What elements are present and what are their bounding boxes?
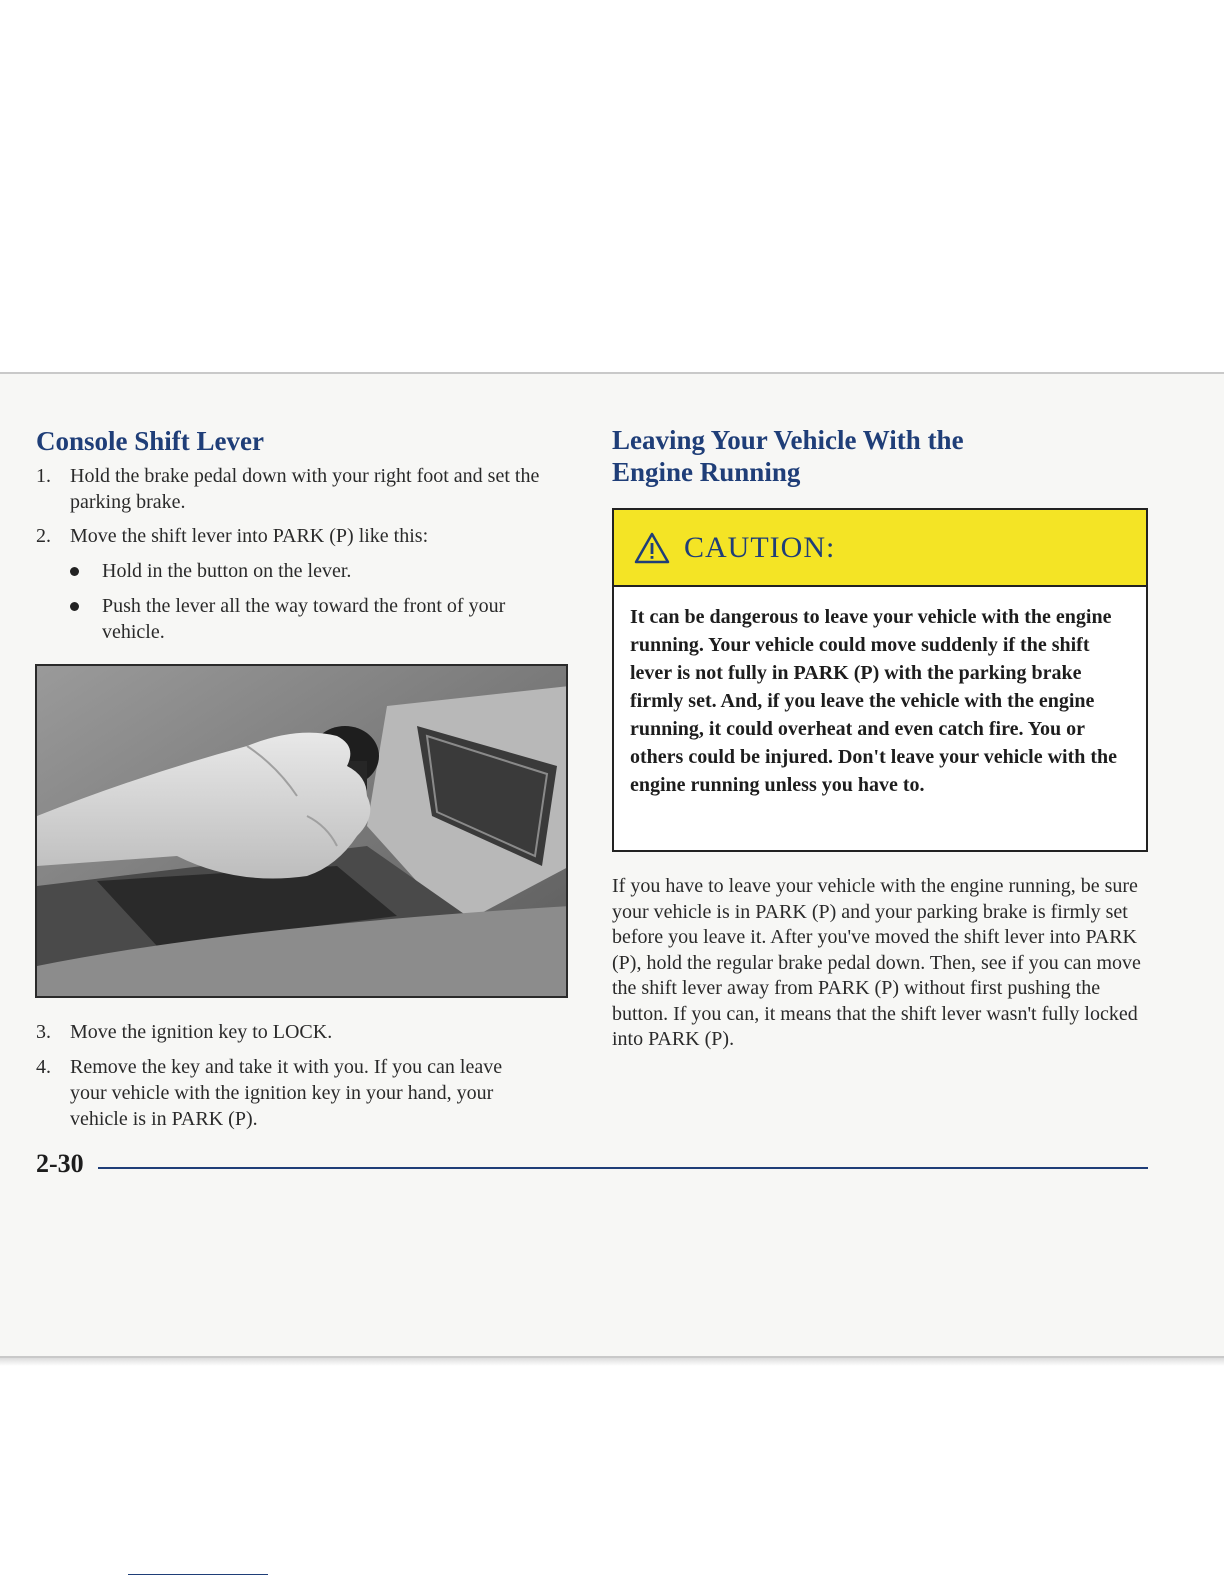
step-number: 2.	[36, 525, 51, 547]
footer-rule	[98, 1167, 1148, 1169]
step-4	[36, 1054, 536, 1132]
step-text: Move the ignition key to LOCK.	[70, 1021, 333, 1043]
caution-label: CAUTION:	[684, 530, 836, 564]
section-title-console-shift-lever: Console Shift Lever	[36, 426, 264, 456]
caution-text: It can be dangerous to leave your vehicle with the engine running. Your vehicle could move suddenly if the shift lever is not fully in PARK (P) with the parking brake firmly set. And, if you leave the vehicle with the engine running, it could overheat and even catch fire. You or others could be injured. Don't leave your vehicle with the engine running unless you have to.	[630, 606, 1118, 796]
warning-triangle-icon	[634, 532, 670, 564]
bullet-2	[70, 593, 560, 645]
page-edge-shadow	[0, 1358, 1224, 1366]
step-number: 4.	[36, 1056, 51, 1078]
caution-header	[614, 510, 1146, 587]
step-number: 3.	[36, 1021, 51, 1043]
step-text: Move the shift lever into PARK (P) like this:	[70, 525, 429, 547]
step-2	[36, 523, 566, 549]
page-number: 2-30	[36, 1149, 84, 1178]
step-number: 1.	[36, 465, 51, 487]
section-title-leaving-vehicle: Leaving Your Vehicle With the Engine Running	[612, 425, 964, 487]
bullet-text: Hold in the button on the lever.	[102, 560, 352, 582]
bottom-mark	[128, 1574, 268, 1575]
step-1	[36, 463, 566, 515]
shift-lever-photo	[35, 664, 568, 998]
step-text: Hold the brake pedal down with your right foot and set the parking brake.	[70, 465, 540, 513]
step-text: Remove the key and take it with you. If you can leave your vehicle with the ignition key in your hand, your vehicle is in PARK (P).	[70, 1056, 503, 1130]
step-3	[36, 1019, 566, 1045]
bullet-dot-icon	[70, 567, 79, 576]
bullet-dot-icon	[70, 602, 79, 611]
bullet-1	[70, 558, 560, 584]
caution-box	[612, 508, 1148, 852]
bullet-text: Push the lever all the way toward the front of your vehicle.	[102, 595, 506, 643]
engine-running-paragraph: If you have to leave your vehicle with the engine running, be sure your vehicle is in PARK (P) and your parking brake is firmly set before you leave it. After you've moved the shift lever into PARK (P), hold the regular brake pedal down. Then, see if you can move the shift lever away from PARK (P) without first pushing the button. If you can, it means that the shift lever wasn't fully locked into PARK (P).	[612, 875, 1141, 1050]
